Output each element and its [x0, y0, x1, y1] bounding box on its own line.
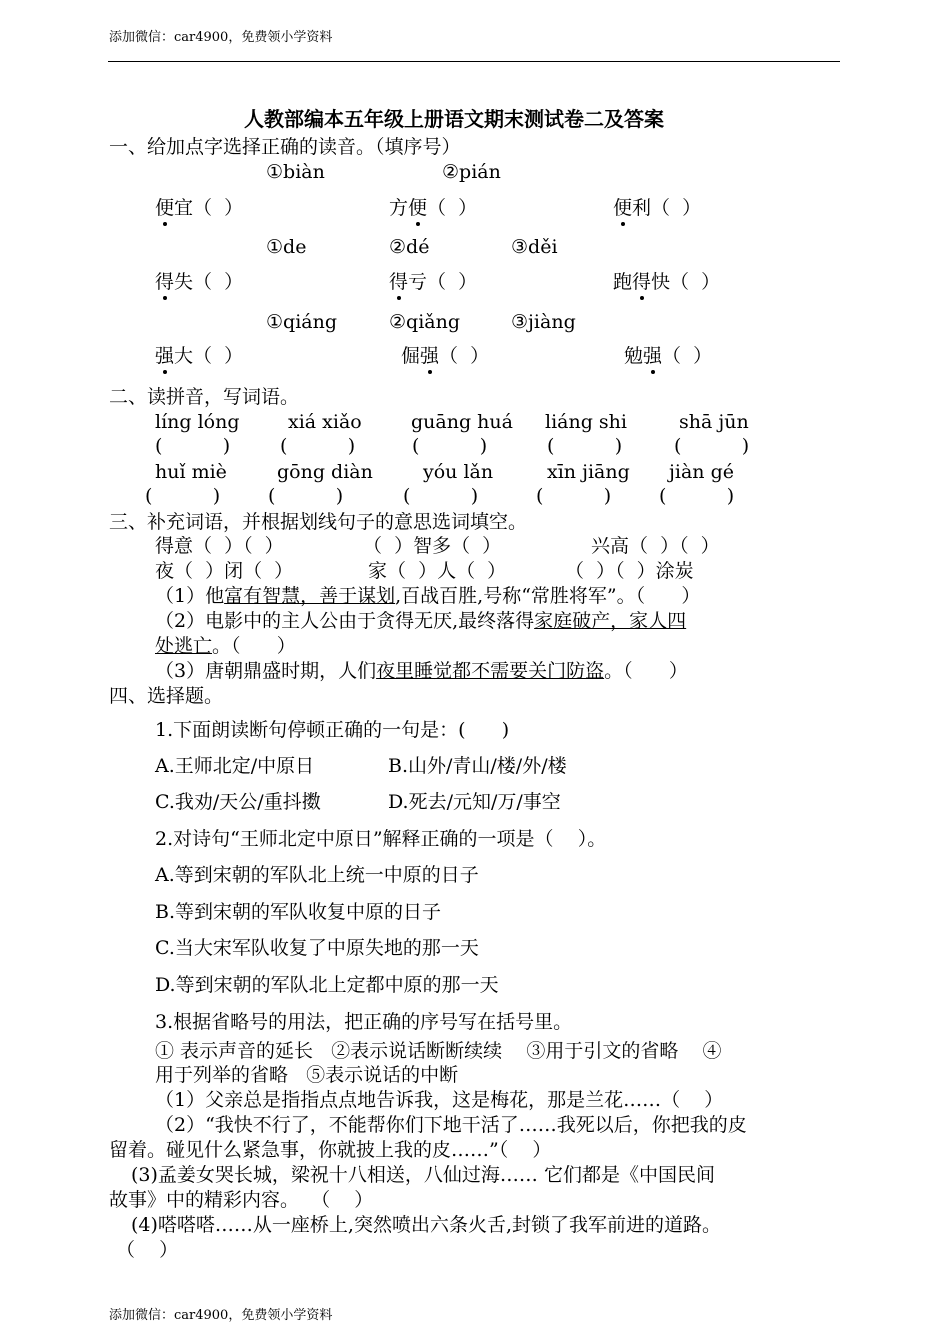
idiom: 家（ ）人（ ） [368, 560, 507, 582]
section1-heading: 一、给加点字选择正确的读音。（填序号） [109, 136, 461, 158]
answer-box: ( ) [145, 485, 221, 507]
s1-g1-word: 方便（ ） [389, 197, 478, 219]
page-header: 添加微信：car4900，免费领小学资料 [109, 30, 333, 45]
answer-box: ( ) [155, 435, 231, 457]
s4-q3-item-3-cont: 故事》中的精彩内容。 （ ） [109, 1189, 374, 1211]
s3-question-3: （3）唐朝鼎盛时期，人们夜里睡觉都不需要关门防盗。（ ） [155, 660, 688, 682]
s1-g1-option: ②pián [442, 161, 501, 183]
s3-question-2-cont: 处逃亡。（ ） [155, 635, 296, 657]
pinyin: liáng shi [545, 411, 627, 433]
s4-q3-options: 用于列举的省略 ⑤表示说话的中断 [155, 1064, 459, 1086]
s3-question-2: （2）电影中的主人公由于贪得无厌,最终落得家庭破产，家人四 [155, 610, 687, 632]
idiom: （ ）（ ）涂炭 [565, 560, 694, 582]
answer-box: ( ) [536, 485, 612, 507]
answer-box: ( ) [268, 485, 344, 507]
idiom: 夜（ ）闭（ ） [155, 560, 294, 582]
s1-g3-option: ③jiàng [511, 311, 576, 333]
s4-q1-option-a: A.王师北定/中原日 [155, 755, 315, 777]
answer-box: ( ) [659, 485, 735, 507]
answer-box: ( ) [412, 435, 488, 457]
header-rule [108, 61, 840, 62]
s1-g3-word: 勉强（ ） [624, 345, 713, 367]
s4-q3-item-2-cont: 留着。碰见什么紧急事，你就披上我的皮……”（ ） [109, 1139, 552, 1161]
pinyin: guāng huá [411, 411, 513, 433]
pinyin: huǐ miè [155, 461, 227, 483]
s4-q2-option-d: D.等到宋朝的军队北上定都中原的那一天 [155, 974, 499, 996]
pinyin: jiàn gé [669, 461, 734, 483]
s4-q1-option-d: D.死去/元知/万/事空 [388, 791, 561, 813]
idiom: 得意（ ）（ ） [155, 535, 284, 557]
pinyin: gōng diàn [277, 461, 373, 483]
answer-box: ( ) [547, 435, 623, 457]
page-footer: 添加微信：car4900，免费领小学资料 [109, 1308, 333, 1323]
pinyin: xiá xiǎo [288, 411, 362, 433]
s1-g3-word: 倔强（ ） [401, 345, 490, 367]
answer-box: ( ) [674, 435, 750, 457]
s1-g3-word: 强大（ ） [155, 345, 244, 367]
s4-q3-item-4-cont: （ ） [116, 1239, 179, 1261]
s4-q2-option-c: C.当大宋军队收复了中原失地的那一天 [155, 937, 479, 959]
s4-q2-option-a: A.等到宋朝的军队北上统一中原的日子 [155, 864, 479, 886]
s1-g3-option: ①qiáng [266, 311, 337, 333]
s1-g2-option: ②dé [389, 236, 430, 258]
document-title: 人教部编本五年级上册语文期末测试卷二及答案 [244, 107, 664, 131]
s1-g2-option: ①de [266, 236, 307, 258]
s4-q1-option-c: C.我劝/天公/重抖擞 [155, 791, 321, 813]
answer-box: ( ) [280, 435, 356, 457]
s1-g1-word: 便宜（ ） [155, 197, 244, 219]
s4-q3-item-2: （2）“我快不行了，不能帮你们下地干活了……我死以后，你把我的皮 [155, 1114, 747, 1136]
s1-g2-option: ③děi [511, 236, 558, 258]
s4-q3-item-1: （1）父亲总是指指点点地告诉我，这是梅花，那是兰花……（ ） [155, 1089, 724, 1111]
pinyin: líng lóng [155, 411, 240, 433]
s1-g1-word: 便利（ ） [613, 197, 702, 219]
s4-q3-item-4: (4)嗒嗒嗒……从一座桥上,突然喷出六条火舌,封锁了我军前进的道路。 [131, 1214, 721, 1236]
section4-heading: 四、选择题。 [109, 685, 224, 707]
section2-heading: 二、读拼音，写词语。 [109, 386, 300, 408]
s1-g2-word: 得亏（ ） [389, 271, 478, 293]
s4-q3: 3.根据省略号的用法，把正确的序号写在括号里。 [155, 1011, 573, 1033]
s4-q2-option-b: B.等到宋朝的军队收复中原的日子 [155, 901, 442, 923]
s4-q1: 1.下面朗读断句停顿正确的一句是：( ) [155, 719, 510, 741]
section3-heading: 三、补充词语，并根据划线句子的意思选词填空。 [109, 511, 528, 533]
pinyin: shā jūn [679, 411, 749, 433]
s4-q3-options: ① 表示声音的延长 ②表示说话断断续续 ③用于引文的省略 ④ [155, 1040, 722, 1062]
s4-q2: 2.对诗句“王师北定中原日”解释正确的一项是（ ）。 [155, 828, 607, 850]
s4-q1-option-b: B.山外/青山/楼/外/楼 [388, 755, 567, 777]
s1-g1-option: ①biàn [266, 161, 325, 183]
pinyin: xīn jiāng [547, 461, 630, 483]
s1-g2-word: 跑得快（ ） [613, 271, 721, 293]
s3-question-1: （1）他富有智慧，善于谋划,百战百胜,号称“常胜将军”。（ ） [155, 585, 701, 607]
s4-q3-item-3: (3)孟姜女哭长城，梁祝十八相送，八仙过海…… 它们都是《中国民间 [131, 1164, 715, 1186]
s1-g3-option: ②qiǎng [389, 311, 460, 333]
idiom: 兴高（ ）（ ） [591, 535, 720, 557]
idiom: （ ）智多（ ） [363, 535, 502, 557]
pinyin: yóu lǎn [423, 461, 494, 483]
answer-box: ( ) [403, 485, 479, 507]
s1-g2-word: 得失（ ） [155, 271, 244, 293]
